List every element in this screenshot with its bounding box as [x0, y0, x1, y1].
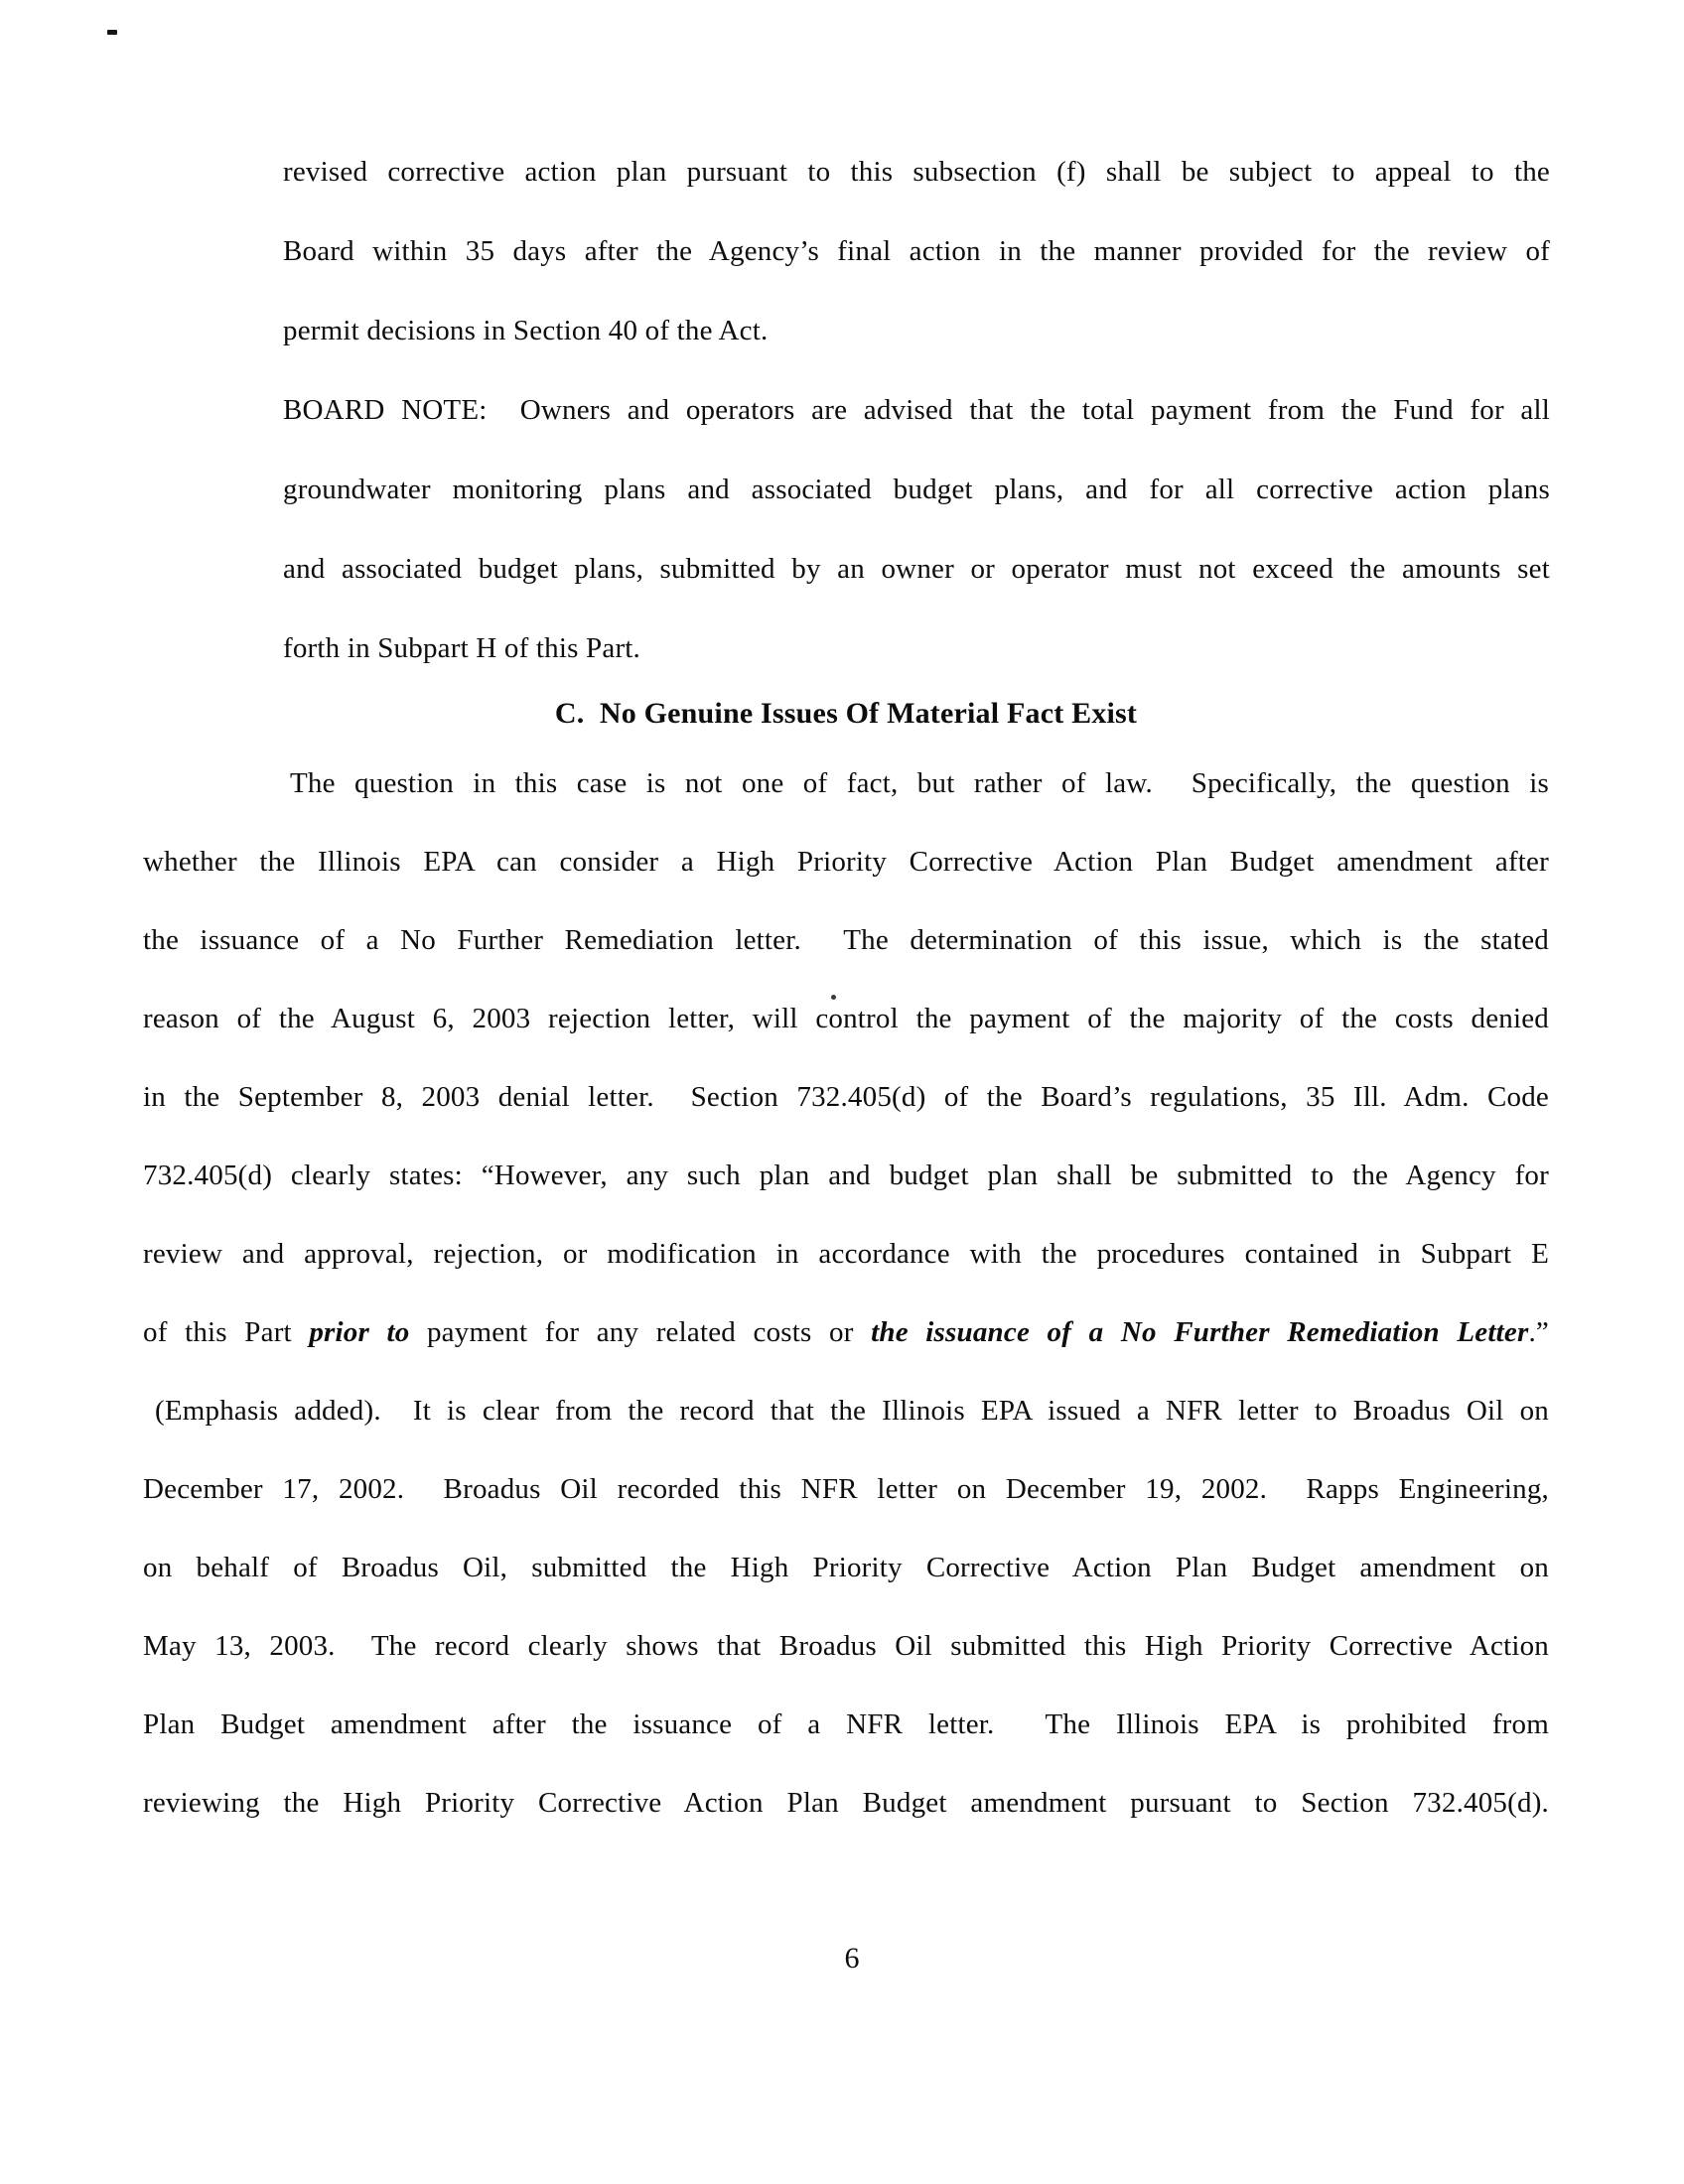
emphasized-text: prior to [309, 1316, 410, 1348]
paragraph-line: whether the Illinois EPA can consider a High Priority Corrective Action Plan Budget amendment after [143, 846, 1549, 878]
blockquote-line: groundwater monitoring plans and associated budget plans, and for all corrective action plans [283, 474, 1550, 505]
paragraph-line: reviewing the High Priority Corrective Action Plan Budget amendment pursuant to Section 732.405(d). [143, 1787, 1549, 1819]
paragraph-line: review and approval, rejection, or modification in accordance with the procedures contained in Subpart E [143, 1238, 1549, 1270]
paragraph-line-emphasis [143, 1294, 1549, 1372]
argument-paragraph [143, 745, 1549, 1843]
paragraph-line: The question in this case is not one of fact, but rather of law. Specifically, the question is [290, 767, 1549, 799]
section-heading: C. No Genuine Issues Of Material Fact Exist [554, 697, 1138, 730]
blockquote-line: BOARD NOTE: Owners and operators are advised that the total payment from the Fund for all [283, 394, 1550, 426]
paragraph-line: on behalf of Broadus Oil, submitted the High Priority Corrective Action Plan Budget amendment on [143, 1552, 1549, 1583]
regulation-blockquote [283, 132, 1550, 688]
blockquote-line: Board within 35 days after the Agency’s final action in the manner provided for the review of [283, 235, 1550, 267]
blockquote-line: permit decisions in Section 40 of the Act. [283, 315, 769, 346]
emphasized-text: the issuance of a No Further Remediation Letter [871, 1316, 1529, 1348]
blockquote-line: forth in Subpart H of this Part. [283, 632, 641, 664]
paragraph-line: Plan Budget amendment after the issuance of a NFR letter. The Illinois EPA is prohibited from [143, 1708, 1549, 1740]
text-segment: of this Part [143, 1316, 310, 1348]
paragraph-line: reason of the August 6, 2003 rejection letter, will control the payment of the majority of the costs denied [143, 1003, 1549, 1034]
page-number: 6 [844, 1942, 860, 1975]
paragraph-line: (Emphasis added). It is clear from the record that the Illinois EPA issued a NFR letter to Broadus Oil on [155, 1395, 1549, 1427]
paragraph-line: in the September 8, 2003 denial letter. Section 732.405(d) of the Board’s regulations, 35 Ill. Adm. Code [143, 1081, 1549, 1113]
paragraph-line: December 17, 2002. Broadus Oil recorded this NFR letter on December 19, 2002. Rapps Engineering, [143, 1473, 1549, 1505]
paragraph-line: the issuance of a No Further Remediation letter. The determination of this issue, which is the stated [143, 924, 1549, 956]
blockquote-line: and associated budget plans, submitted by an owner or operator must not exceed the amounts set [283, 553, 1550, 585]
text-segment: payment for any related costs or [409, 1316, 872, 1348]
paragraph-line: May 13, 2003. The record clearly shows that Broadus Oil submitted this High Priority Corrective Action [143, 1630, 1549, 1662]
text-segment: .” [1528, 1316, 1549, 1348]
paragraph-line: 732.405(d) clearly states: “However, any such plan and budget plan shall be submitted to the Agency for [143, 1160, 1549, 1191]
scan-speck-icon [107, 30, 117, 35]
blockquote-line: revised corrective action plan pursuant to this subsection (f) shall be subject to appeal to the [283, 156, 1550, 188]
